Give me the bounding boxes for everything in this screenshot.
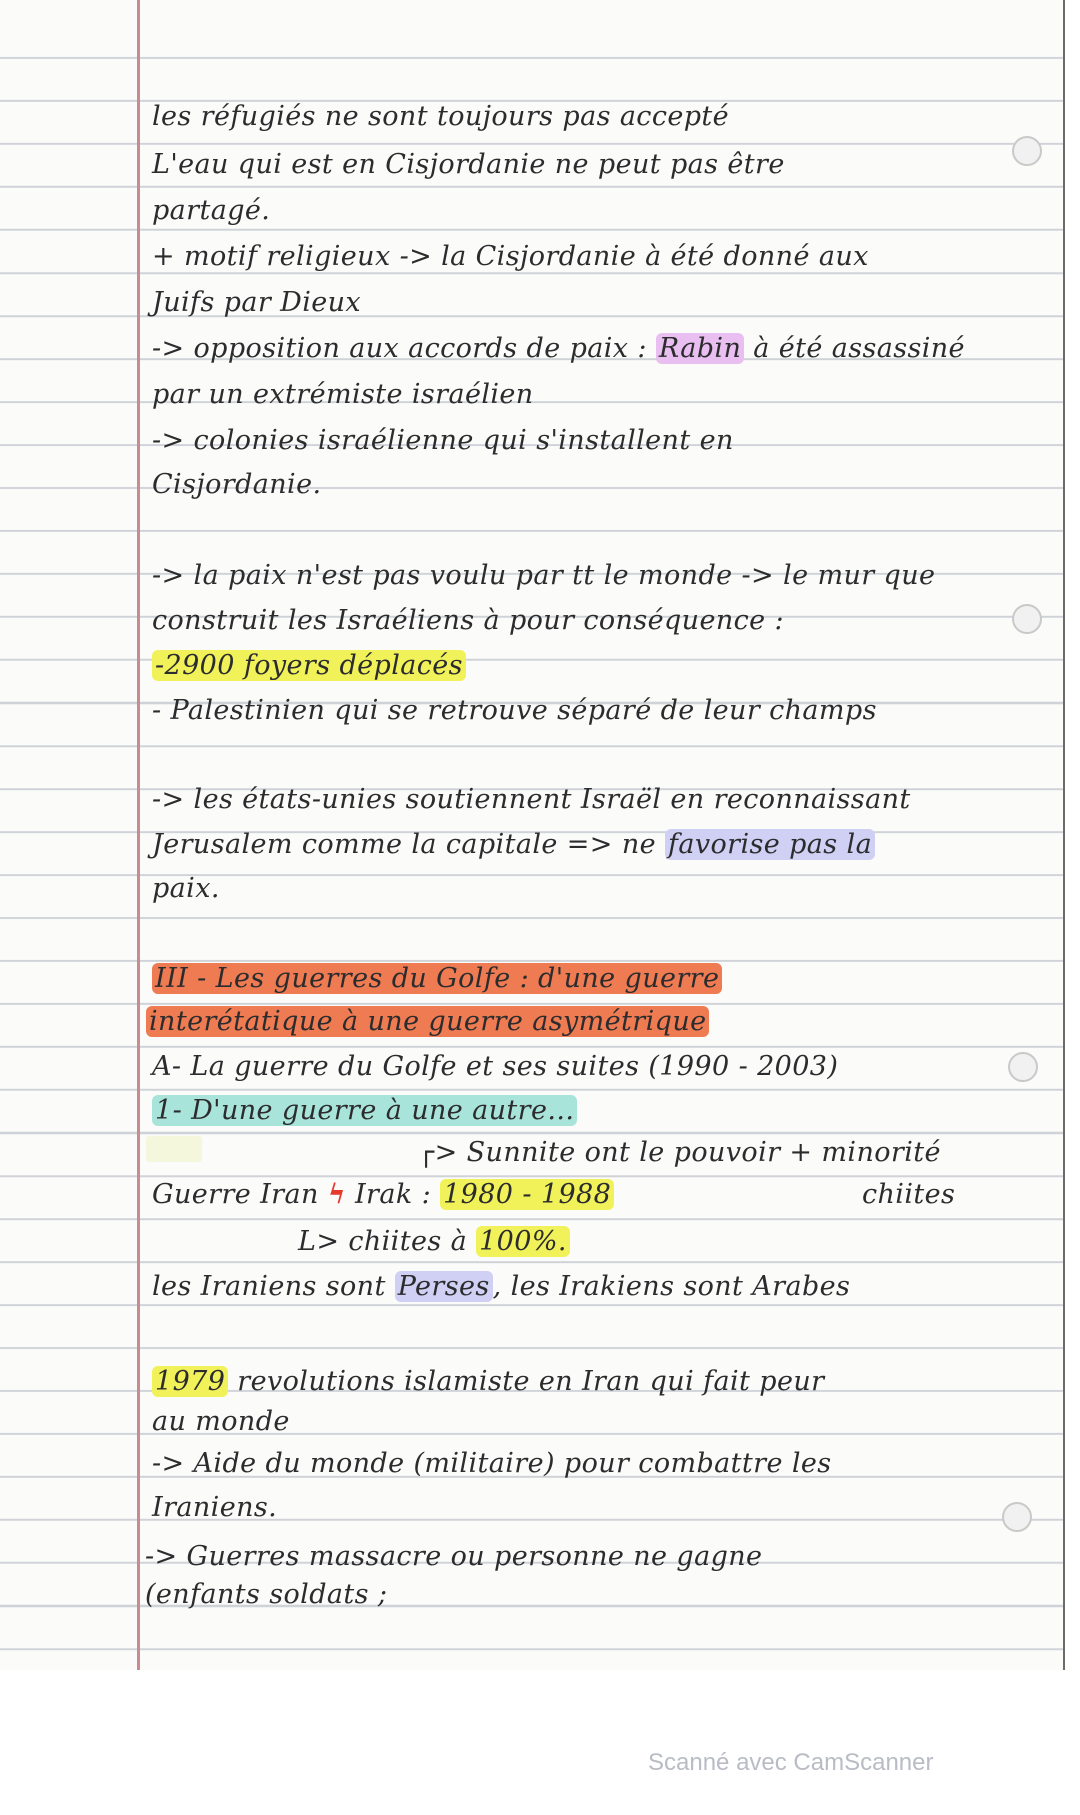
text-segment: chiites xyxy=(862,1179,956,1210)
punch-hole xyxy=(1012,604,1042,634)
text-segment: - Palestinien qui se retrouve séparé de leur champs xyxy=(152,695,877,726)
highlighted-text: 1980 - 1988 xyxy=(440,1179,614,1210)
note-line xyxy=(152,1491,277,1525)
highlighted-text: 1979 xyxy=(152,1366,228,1397)
highlighted-text: -2900 foyers déplacés xyxy=(152,650,466,681)
text-segment: Jerusalem comme la capitale => ne xyxy=(152,829,665,860)
note-line xyxy=(152,559,935,593)
highlighted-text: Rabin xyxy=(656,333,744,364)
text-segment: les Iraniens sont xyxy=(152,1271,395,1302)
highlighted-text: III - Les guerres du Golfe : d'une guerre xyxy=(152,963,722,994)
note-line xyxy=(152,100,729,134)
text-segment: ┌> Sunnite ont le pouvoir + minorité xyxy=(418,1137,941,1168)
note-line xyxy=(152,604,784,638)
text-segment: L'eau qui est en Cisjordanie ne peut pas être xyxy=(152,149,785,180)
note-line xyxy=(152,649,466,683)
note-line xyxy=(152,694,877,728)
note-line xyxy=(298,1225,570,1259)
text-segment: au monde xyxy=(152,1406,290,1437)
text-segment: A- La guerre du Golfe et ses suites (1990 - 2003) xyxy=(152,1051,839,1082)
note-line xyxy=(152,468,321,502)
faint-highlight-mark xyxy=(146,1136,202,1162)
margin-line xyxy=(137,0,140,1670)
text-segment: (enfants soldats ; xyxy=(145,1579,388,1610)
punch-hole xyxy=(1012,136,1042,166)
note-line xyxy=(152,1178,614,1212)
note-line xyxy=(152,148,785,182)
text-segment: -> opposition aux accords de paix : xyxy=(152,333,656,364)
note-line xyxy=(152,424,734,458)
text-segment: Irak : xyxy=(345,1179,441,1210)
text-segment: revolutions islamiste en Iran qui fait peur xyxy=(228,1366,825,1397)
text-segment: -> les états-unies soutiennent Israël en reconnaissant xyxy=(152,784,911,815)
text-segment: partagé. xyxy=(152,195,271,226)
text-segment: -> Aide du monde (militaire) pour combattre les xyxy=(152,1448,832,1479)
text-segment: Guerre Iran xyxy=(152,1179,328,1210)
note-line xyxy=(152,1447,832,1481)
punch-hole xyxy=(1002,1502,1032,1532)
subsection-heading xyxy=(152,1094,577,1128)
note-line xyxy=(152,1270,850,1304)
scanner-watermark: Scanné avec CamScanner xyxy=(648,1749,934,1776)
note-line xyxy=(152,240,869,274)
note-line xyxy=(152,378,534,412)
note-line xyxy=(152,194,270,228)
section-heading xyxy=(146,1005,709,1039)
note-line xyxy=(418,1136,941,1170)
note-line xyxy=(145,1540,762,1574)
highlighted-text: 100%. xyxy=(476,1226,570,1257)
subsection-heading xyxy=(152,1050,838,1084)
punch-hole xyxy=(1008,1052,1038,1082)
section-heading xyxy=(152,962,722,996)
note-line xyxy=(152,872,220,906)
note-line xyxy=(152,783,911,817)
text-segment: paix. xyxy=(152,873,220,904)
note-line xyxy=(862,1178,955,1212)
text-segment: Cisjordanie. xyxy=(152,469,322,500)
highlighted-text: favorise pas la xyxy=(665,829,875,860)
text-segment: -> colonies israélienne qui s'installent en xyxy=(152,425,734,456)
highlighted-text: interétatique à une guerre asymétrique xyxy=(146,1006,709,1037)
text-segment: -> la paix n'est pas voulu par tt le monde -> le mur que xyxy=(152,560,936,591)
note-line xyxy=(152,1405,290,1439)
text-segment: à été assassiné xyxy=(744,333,965,364)
note-line xyxy=(152,286,361,320)
text-segment: construit les Israéliens à pour conséquence : xyxy=(152,605,784,636)
text-segment: Iraniens. xyxy=(152,1492,278,1523)
note-line xyxy=(152,332,965,366)
text-segment: Juifs par Dieux xyxy=(152,287,362,318)
lightning-bolt-icon: ϟ xyxy=(327,1179,346,1210)
text-segment: L> chiites à xyxy=(298,1226,477,1257)
text-segment: + motif religieux -> la Cisjordanie à été donné aux xyxy=(152,241,869,272)
text-segment: -> Guerres massacre ou personne ne gagne xyxy=(145,1541,763,1572)
highlighted-text: 1- D'une guerre à une autre... xyxy=(152,1095,577,1126)
text-segment: les réfugiés ne sont toujours pas accepté xyxy=(152,101,730,132)
text-segment: , les Irakiens sont Arabes xyxy=(492,1271,851,1302)
text-segment: par un extrémiste israélien xyxy=(152,379,534,410)
note-line xyxy=(152,1365,824,1399)
highlighted-text: Perses xyxy=(395,1271,493,1302)
note-line xyxy=(145,1578,387,1612)
note-line xyxy=(152,828,875,862)
